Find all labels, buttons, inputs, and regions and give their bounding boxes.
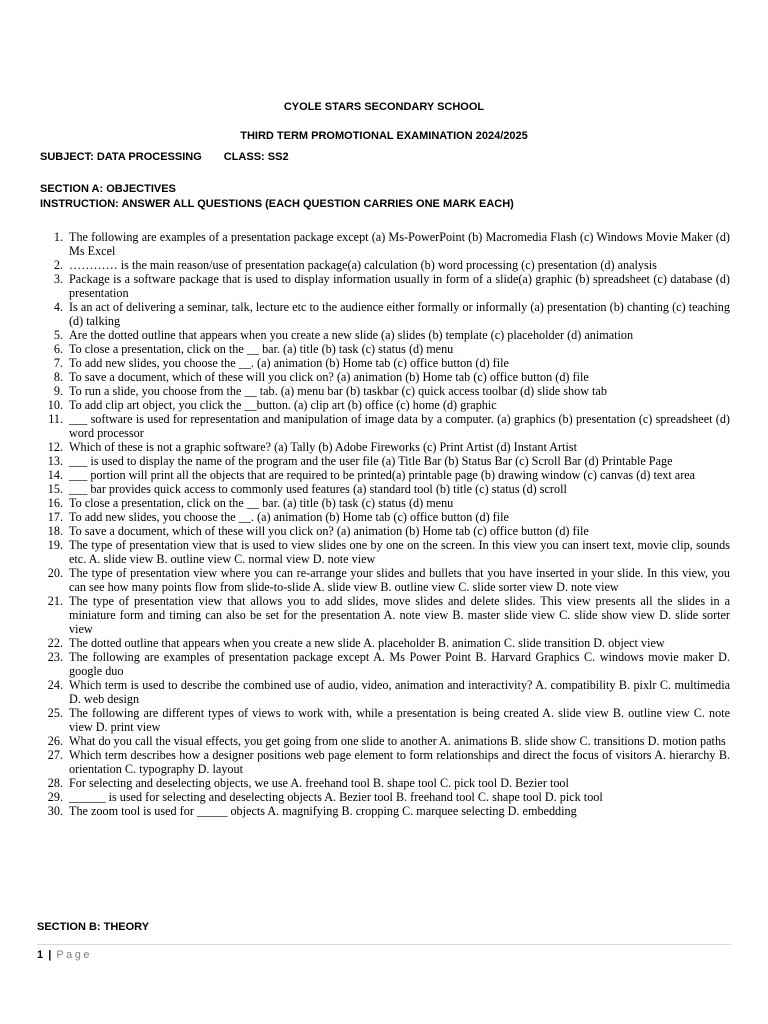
question-number: 19. bbox=[47, 538, 63, 552]
question-item bbox=[53, 258, 730, 272]
question-item bbox=[47, 776, 730, 790]
question-text: The following are examples of presentation package except A. Ms Power Point B. Harvard Graphics C. windows movie maker D. google duo bbox=[69, 650, 730, 678]
question-text: The following are different types of views to work with, while a presentation is being created A. slide view B. outline view C. note view D. print view bbox=[69, 706, 730, 734]
question-text: To save a document, which of these will you click on? (a) animation (b) Home tab (c) office button (d) file bbox=[69, 370, 589, 384]
question-text: Which term describes how a designer positions web page element to form relationships and direct the focus of visitors A. hierarchy B. orientation C. typography D. layout bbox=[69, 748, 730, 776]
question-item bbox=[47, 538, 730, 566]
question-text: ___ bar provides quick access to commonly used features (a) standard tool (b) title (c) status (d) scroll bbox=[69, 482, 567, 496]
question-item bbox=[53, 384, 730, 398]
subject-label: SUBJECT: DATA PROCESSING bbox=[40, 151, 202, 163]
question-number: 26. bbox=[47, 734, 63, 748]
question-item bbox=[47, 496, 730, 510]
question-text: To run a slide, you choose from the __ tab. (a) menu bar (b) taskbar (c) quick access toolbar (d) slide show tab bbox=[69, 384, 607, 398]
question-text: Are the dotted outline that appears when you create a new slide (a) slides (b) template (c) placeholder (d) animation bbox=[69, 328, 634, 342]
question-item bbox=[53, 328, 730, 342]
question-text: Is an act of delivering a seminar, talk, lecture etc to the audience either formally or informally (a) presentation (b) chanting (c) teaching (d) talking bbox=[69, 300, 730, 328]
question-text: Package is a software package that is used to display information usually in form of a slide(a) graphic (b) spreadsheet (c) database (d) presentation bbox=[69, 272, 730, 300]
question-number: 29. bbox=[47, 790, 63, 804]
objective-questions-list bbox=[47, 230, 730, 818]
question-item bbox=[47, 398, 730, 412]
question-text: To add new slides, you choose the __. (a) animation (b) Home tab (c) office button (d) file bbox=[69, 356, 509, 370]
question-item bbox=[53, 370, 730, 384]
question-number: 2. bbox=[53, 258, 63, 272]
page-footer bbox=[37, 949, 92, 961]
question-text: ______ is used for selecting and deselecting objects A. Bezier tool B. freehand tool C. shape tool D. pick tool bbox=[69, 790, 603, 804]
question-number: 24. bbox=[47, 678, 63, 692]
question-number: 7. bbox=[53, 356, 63, 370]
question-text: The type of presentation view that allows you to add slides, move slides and delete slides. This view presents all the slides in a miniature form and timing can also be set for the presentation A. note view B. master slide view C. slide show view D. slide sorter view bbox=[69, 594, 730, 636]
page-number: 1 bbox=[37, 949, 44, 961]
question-item bbox=[47, 524, 730, 538]
question-number: 10. bbox=[47, 398, 63, 412]
question-text: What do you call the visual effects, you get going from one slide to another A. animations B. slide show C. transitions D. motion paths bbox=[69, 734, 726, 748]
question-number: 17. bbox=[47, 510, 63, 524]
question-text: To close a presentation, click on the __ bar. (a) title (b) task (c) status (d) menu bbox=[69, 496, 454, 510]
question-number: 23. bbox=[47, 650, 63, 664]
question-item bbox=[47, 468, 730, 482]
page-label: Page bbox=[56, 949, 93, 961]
question-item bbox=[47, 706, 730, 734]
question-number: 27. bbox=[47, 748, 63, 762]
question-number: 16. bbox=[47, 496, 63, 510]
question-item bbox=[53, 342, 730, 356]
question-number: 8. bbox=[53, 370, 63, 384]
question-text: Which of these is not a graphic software? (a) Tally (b) Adobe Fireworks (c) Print Artist (d) Instant Artist bbox=[69, 440, 577, 454]
section-a-title: SECTION A: OBJECTIVES bbox=[40, 183, 176, 195]
subject-class-line bbox=[40, 151, 289, 163]
question-text: The following are examples of a presentation package except (a) Ms-PowerPoint (b) Macromedia Flash (c) Windows Movie Maker (d) Ms Excel bbox=[69, 230, 730, 258]
section-b-title: SECTION B: THEORY bbox=[37, 921, 150, 933]
question-item bbox=[47, 440, 730, 454]
question-text: The zoom tool is used for _____ objects A. magnifying B. cropping C. marquee selecting D. embedding bbox=[69, 804, 577, 818]
question-number: 4. bbox=[53, 300, 63, 314]
question-text: To add clip art object, you click the __button. (a) clip art (b) office (c) home (d) graphic bbox=[69, 398, 497, 412]
question-item bbox=[53, 230, 730, 258]
question-text: ___ software is used for representation and manipulation of image data by a computer. (a) graphics (b) presentation (c) spreadsheet (d) word processor bbox=[69, 412, 730, 440]
school-name: CYOLE STARS SECONDARY SCHOOL bbox=[283, 101, 485, 113]
question-number: 1. bbox=[53, 230, 63, 244]
question-text: The type of presentation view that is used to view slides one by one on the screen. In this view you can insert text, movie clip, sounds etc. A. slide view B. outline view C. normal view D. note view bbox=[69, 538, 730, 566]
question-text: To add new slides, you choose the __. (a) animation (b) Home tab (c) office button (d) file bbox=[69, 510, 509, 524]
question-item bbox=[53, 300, 730, 328]
question-item bbox=[53, 356, 730, 370]
question-number: 13. bbox=[47, 454, 63, 468]
question-text: To save a document, which of these will you click on? (a) animation (b) Home tab (c) office button (d) file bbox=[69, 524, 589, 538]
question-number: 22. bbox=[47, 636, 63, 650]
class-label: CLASS: SS2 bbox=[223, 151, 289, 163]
question-text: ___ portion will print all the objects that are required to be printed(a) printable page (b) drawing window (c) canvas (d) text area bbox=[69, 468, 696, 482]
question-item bbox=[48, 412, 730, 440]
question-number: 25. bbox=[47, 706, 63, 720]
question-text: ………… is the main reason/use of presentation package(a) calculation (b) word processing (c) presentation (d) analysis bbox=[69, 258, 657, 272]
question-number: 9. bbox=[53, 384, 63, 398]
question-text: To close a presentation, click on the __ bar. (a) title (b) task (c) status (d) menu bbox=[69, 342, 454, 356]
question-item bbox=[47, 482, 730, 496]
question-text: For selecting and deselecting objects, we use A. freehand tool B. shape tool C. pick tool D. Bezier tool bbox=[69, 776, 569, 790]
question-number: 6. bbox=[53, 342, 63, 356]
question-number: 20. bbox=[47, 566, 63, 580]
question-item bbox=[47, 678, 730, 706]
question-number: 3. bbox=[53, 272, 63, 286]
exam-title: THIRD TERM PROMOTIONAL EXAMINATION 2024/2025 bbox=[240, 130, 528, 142]
question-number: 14. bbox=[47, 468, 63, 482]
question-text: ___ is used to display the name of the program and the user file (a) Title Bar (b) Status Bar (c) Scroll Bar (d) Printable Page bbox=[69, 454, 673, 468]
question-item bbox=[47, 804, 730, 818]
question-text: Which term is used to describe the combined use of audio, video, animation and interactivity? A. compatibility B. pixlr C. multimedia D. web design bbox=[69, 678, 730, 706]
question-number: 5. bbox=[53, 328, 63, 342]
question-number: 21. bbox=[47, 594, 63, 608]
question-number: 12. bbox=[47, 440, 63, 454]
question-item bbox=[47, 734, 730, 748]
section-a-instruction: INSTRUCTION: ANSWER ALL QUESTIONS (EACH QUESTION CARRIES ONE MARK EACH) bbox=[40, 198, 514, 210]
footer-divider bbox=[37, 944, 731, 945]
question-number: 11. bbox=[48, 412, 63, 426]
question-item bbox=[47, 566, 730, 594]
question-text: The type of presentation view where you can re-arrange your slides and bullets that you have inserted in your slide. In this view, you can see how many points flow from slide-to-slide A. slide view B. outline view C. slide sorter view D. note view bbox=[69, 566, 730, 594]
question-text: The dotted outline that appears when you create a new slide A. placeholder B. animation C. slide transition D. object view bbox=[69, 636, 665, 650]
footer-separator: | bbox=[48, 949, 52, 961]
question-item bbox=[47, 790, 730, 804]
question-item bbox=[47, 748, 730, 776]
question-item bbox=[47, 510, 730, 524]
question-item bbox=[53, 272, 730, 300]
question-number: 28. bbox=[47, 776, 63, 790]
question-item bbox=[47, 594, 730, 636]
question-number: 18. bbox=[47, 524, 63, 538]
question-number: 30. bbox=[47, 804, 63, 818]
question-item bbox=[47, 650, 730, 678]
question-item bbox=[47, 636, 730, 650]
question-item bbox=[47, 454, 730, 468]
question-number: 15. bbox=[47, 482, 63, 496]
